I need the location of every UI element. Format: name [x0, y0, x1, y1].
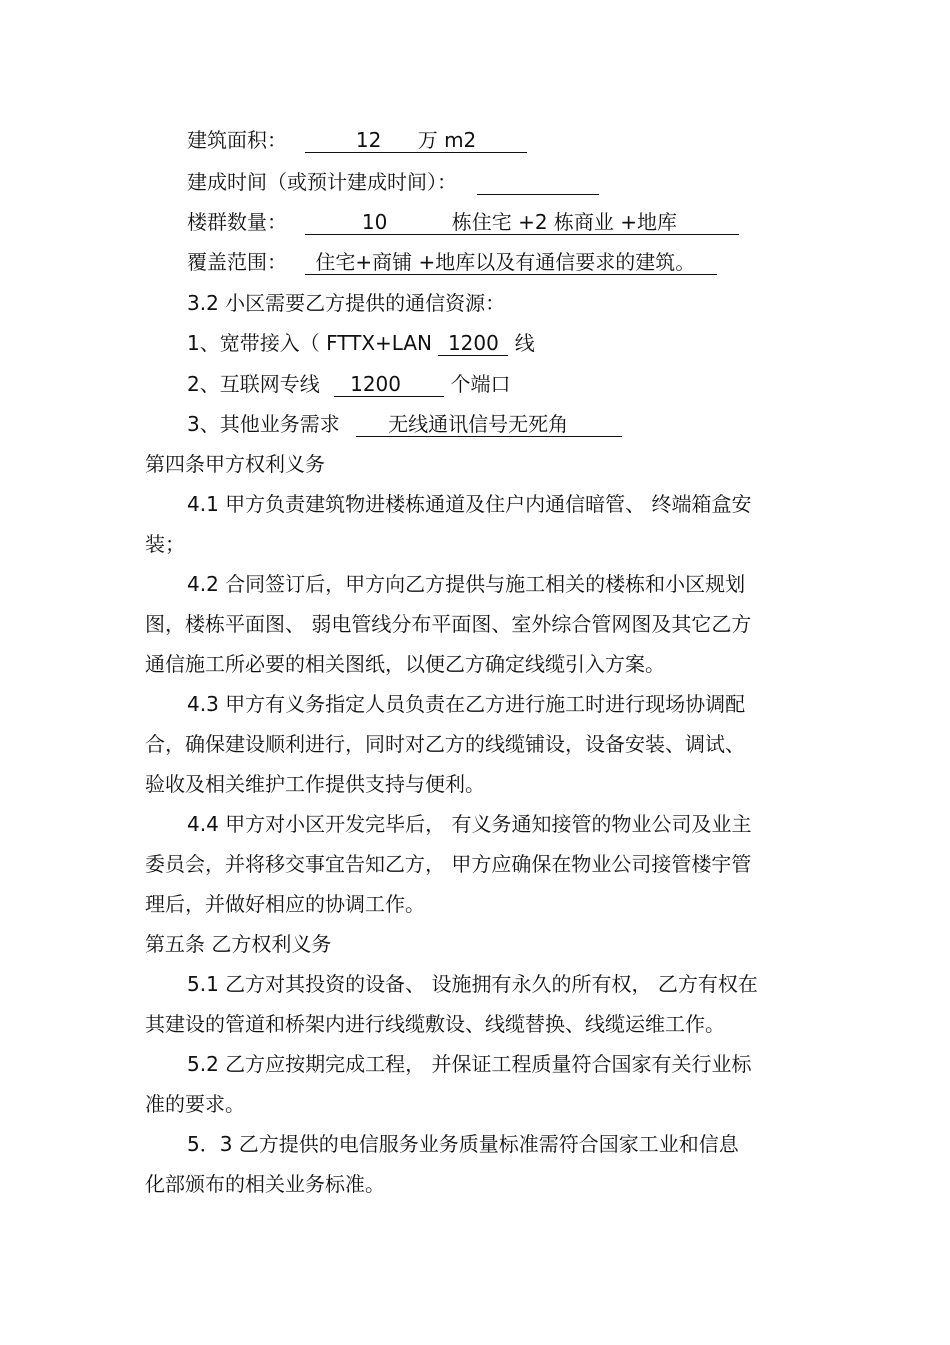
resource-3-prefix: 3、其他业务需求: [187, 412, 340, 436]
clause-4-3-line-3: 验收及相关维护工作提供支持与便利。: [145, 772, 485, 796]
coverage-label: 覆盖范围：: [187, 250, 287, 274]
section-3-2-heading: 3.2 小区需要乙方提供的通信资源：: [187, 291, 506, 315]
resource-1-prefix: 1、宽带接入（ FTTX+LAN: [187, 331, 433, 355]
clause-4-4-line-3: 理后，并做好相应的协调工作。: [145, 892, 425, 916]
building-count-line: [187, 208, 739, 236]
building-count-value: 10: [361, 210, 388, 234]
building-area-label: 建筑面积：: [187, 128, 287, 152]
clause-4-1-line-2: 装；: [145, 532, 185, 556]
building-area-field: [305, 128, 527, 153]
completion-time-line: [187, 168, 599, 196]
building-area-unit: 万 m2: [417, 128, 477, 152]
resource-2-suffix: 个端口: [450, 372, 511, 396]
article-5-title: 第五条 乙方权利义务: [145, 932, 332, 956]
clause-5-3-line-2: 化部颁布的相关业务标准。: [145, 1172, 385, 1196]
resource-2-prefix: 2、互联网专线: [187, 372, 320, 396]
clause-4-2-line-1: 4.2 合同签订后，甲方向乙方提供与施工相关的楼栋和小区规划: [187, 572, 746, 596]
resource-2-value: 1200: [334, 372, 444, 397]
building-count-label: 楼群数量：: [187, 210, 287, 234]
resource-1-suffix: 线: [514, 331, 535, 355]
coverage-field: 住宅+商铺 +地库以及有通信要求的建筑。: [305, 250, 717, 275]
clause-5-1-line-1: 5.1 乙方对其投资的设备、 设施拥有永久的所有权， 乙方有权在: [187, 972, 758, 996]
resource-1-value: 1200: [438, 331, 508, 356]
clause-4-2-line-3: 通信施工所必要的相关图纸，以便乙方确定线缆引入方案。: [145, 652, 665, 676]
clause-5-1-line-2: 其建设的管道和桥架内进行线缆敷设、线缆替换、线缆运维工作。: [145, 1012, 725, 1036]
resource-1-line: [187, 329, 535, 357]
completion-time-label: 建成时间（或预计建成时间）：: [187, 170, 457, 194]
clause-4-1-line-1: 4.1 甲方负责建筑物进楼栋通道及住户内通信暗管、 终端箱盒安: [187, 492, 752, 516]
building-area-value: 12: [355, 128, 382, 152]
coverage-line: [187, 248, 717, 276]
article-4-title: 第四条甲方权利义务: [145, 452, 325, 476]
resource-3-line: [187, 410, 622, 438]
completion-time-field: [477, 170, 599, 195]
building-count-desc: 栋住宅 +2 栋商业 +地库: [451, 210, 678, 234]
clause-5-3-line-1: 5．3 乙方提供的电信服务业务质量标准需符合国家工业和信息: [187, 1132, 739, 1156]
resource-3-value: 无线通讯信号无死角: [356, 412, 622, 437]
clause-4-2-line-2: 图，楼栋平面图、 弱电管线分布平面图、室外综合管网图及其它乙方: [145, 612, 752, 636]
building-area-line: [187, 126, 527, 154]
clause-5-2-line-2: 准的要求。: [145, 1092, 245, 1116]
resource-2-line: [187, 370, 510, 398]
clause-4-3-line-2: 合，确保建设顺利进行，同时对乙方的线缆铺设，设备安装、调试、: [145, 732, 745, 756]
clause-4-4-line-1: 4.4 甲方对小区开发完毕后， 有义务通知接管的物业公司及业主: [187, 812, 752, 836]
clause-5-2-line-1: 5.2 乙方应按期完成工程， 并保证工程质量符合国家有关行业标: [187, 1052, 752, 1076]
building-count-field: [305, 210, 739, 235]
clause-4-3-line-1: 4.3 甲方有义务指定人员负责在乙方进行施工时进行现场协调配: [187, 692, 746, 716]
clause-4-4-line-2: 委员会，并将移交事宜告知乙方， 甲方应确保在物业公司接管楼宇管: [145, 852, 752, 876]
